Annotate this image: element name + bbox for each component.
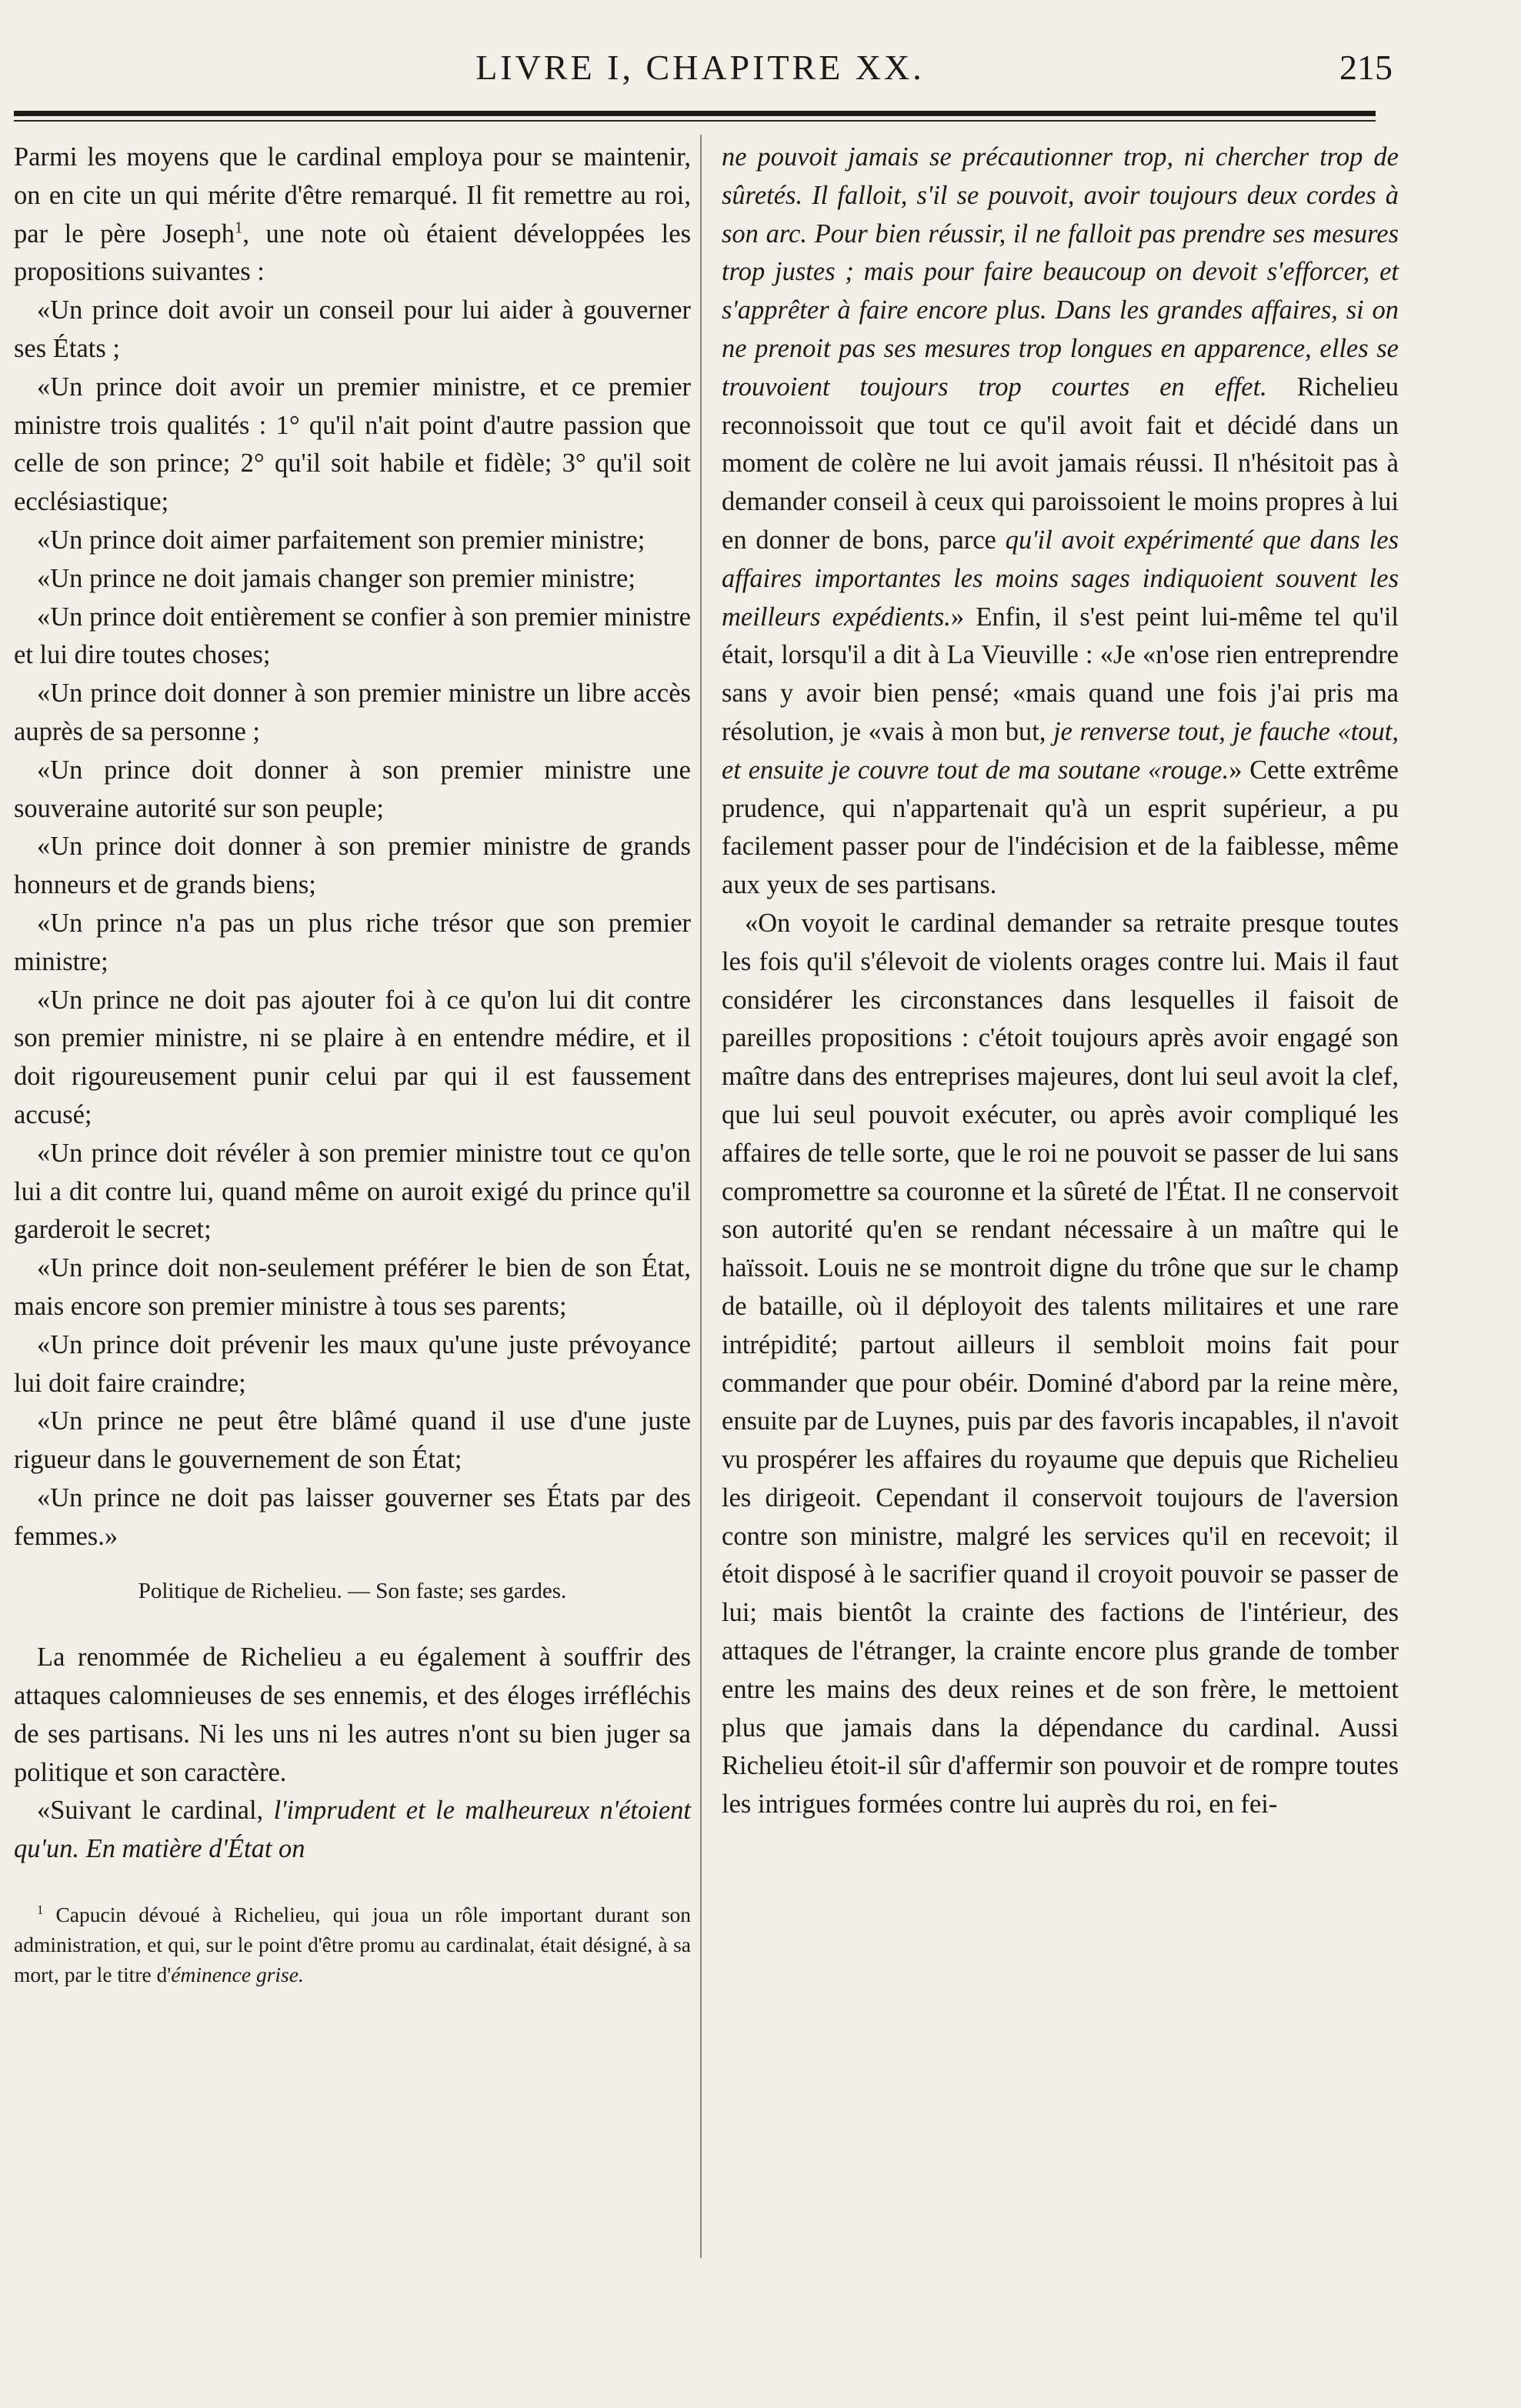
footnote-text: Capucin dévoué à Richelieu, qui joua un rôle important durant son administration, et qui, sur le point d'être promu au cardinalat, était désigné, à sa mort, par le titre d' [14,1903,692,1987]
footnote-mark: 1 [37,1902,44,1917]
paragraph-suivant [14,1792,691,1869]
left-column [14,138,691,1989]
suivant-roman: «Suivant le cardinal, [37,1796,264,1826]
maxim-9: «Un prince n'a pas un plus riche trésor que son premier ministre; [14,908,691,976]
quote-italic-a: ne pouvoit jamais se précautionner trop, ni chercher trop de sûretés. Il falloit, s'il se pouvoit, avoir toujours deux cordes à son arc. Pour bien réussir, il ne falloit pas prendre ses mesures trop justes ; mais pour faire beaucoup on devoit s'efforcer, et s'apprêter à faire encore plus. Dans les grandes affaires, si on ne prenoit pas ses mesures trop longues en apparence, elles se trouvoient toujours trop courtes en effet. [722,142,1399,402]
right-paragraph-1 [722,138,1399,905]
page-number: 215 [1339,48,1393,87]
header-rule-thick [14,111,1376,116]
column-divider [700,135,702,2258]
maxim-6: «Un prince doit donner à son premier ministre un libre accès auprès de sa personne ; [14,679,691,746]
maxim-12: «Un prince doit non-seulement préférer le bien de son État, mais encore son premier ministre à tous ses parents; [14,1253,691,1321]
running-title: LIVRE I, CHAPITRE XX. [475,48,925,87]
footnote [14,1899,691,1989]
maxim-5: «Un prince doit entièrement se confier à son premier ministre et lui dire toutes choses; [14,602,691,670]
section-subheading: Politique de Richelieu. — Son faste; ses gardes. [138,1579,567,1604]
maxim-8: «Un prince doit donner à son premier ministre de grands honneurs et de grands biens; [14,832,691,900]
footnote-italic: éminence grise. [171,1963,304,1987]
suivant-italic: l'imprudent et le malheureux n'étoient qu'un. En matière d'État on [14,1796,691,1864]
footnote-ref: 1 [235,219,243,237]
right-paragraph-2: «On voyoit le cardinal demander sa retraite presque toutes les fois qu'il s'élevoit de violents orages contre lui. Mais il faut considérer les circonstances dans lesquelles il faisoit de pareilles propositions : c'étoit toujours après avoir engagé son maître dans des entreprises majeures, dont lui seul avoit la clef, que lui seul pouvoit exécuter, ou après avoir compliqué les affaires de telle sorte, que le roi ne pouvoit se passer de lui sans compromettre sa couronne et la sûreté de l'État. Il ne conservoit son autorité qu'en se rendant nécessaire à un maître qui le haïssoit. Louis ne se montroit digne du trône que sur le champ de bataille, où il déployoit des talents militaires et une rare intrépidité; partout ailleurs il sembloit moins fait pour commander que pour obéir. Dominé d'abord par la reine mère, ensuite par de Luynes, puis par des favoris incapables, il n'avoit vu prospérer les affaires du royaume que depuis que Richelieu les dirigeoit. Cependant il conservoit toujours de l'aversion contre son ministre, malgré les services qu'il en recevoit; il étoit disposé à le sacrifier quand il croyoit pouvoir se passer de lui; mais bientôt la crainte des factions de l'intérieur, des attaques de l'étranger, la crainte encore plus grande de tomber entre les mains des deux reines et de son frère, le mettoient plus que jamais dans la dépendance du cardinal. Aussi Richelieu étoit-il sûr d'affermir son pouvoir et de rompre toutes les intrigues formées contre lui auprès du roi, en fei- [722,908,1399,1819]
page-header [0,45,1521,98]
maxim-4: «Un prince ne doit jamais changer son premier ministre; [37,563,635,593]
maxim-11: «Un prince doit révéler à son premier ministre tout ce qu'on lui a dit contre lui, quand même on auroit exigé du prince qu'il garderoit le secret; [14,1138,691,1245]
quote-italic-c: je renverse tout, je fauche «tout, et ensuite je couvre tout de ma soutane «rouge. [722,716,1399,785]
paragraph-renommee: La renommée de Richelieu a eu également à souffrir des attaques calomnieuses de ses ennemis, et des éloges irréfléchis de ses partisans. Ni les uns ni les autres n'ont su bien juger sa politique et son caractère. [14,1643,691,1787]
maxim-7: «Un prince doit donner à son premier ministre une souveraine autorité sur son peuple; [14,755,691,823]
intro-paragraph [14,138,691,292]
maxim-2: «Un prince doit avoir un premier ministre, et ce premier ministre trois qualités : 1° qu'il n'ait point d'autre passion que celle de son prince; 2° qu'il soit habile et fidèle; 3° qu'il soit ecclésiastique; [14,372,691,517]
header-rule-thin [14,120,1376,122]
intro-text-b: , une note où étaient développées les propositions suivantes : [14,218,691,287]
quote-italic-b: qu'il avoit expérimenté que dans les affaires importantes les moins sages indiquoient souvent les meilleurs expédients. [722,525,1399,632]
maxim-14: «Un prince ne peut être blâmé quand il use d'une juste rigueur dans le gouvernement de son État; [14,1406,691,1475]
text-roman-b: » Enfin, il s'est peint lui-même tel qu'il était, lorsqu'il a dit à La Vieuville : «Je «n'ose rien entreprendre sans y avoir bien pensé; «mais quand une fois j'ai pris ma résolution, je «vais à mon but, [722,602,1399,746]
right-column [722,138,1399,1824]
maxim-15: «Un prince ne doit pas laisser gouverner ses États par des femmes.» [14,1482,691,1551]
maxim-13: «Un prince doit prévenir les maux qu'une juste prévoyance lui doit faire craindre; [14,1329,691,1398]
maxim-10: «Un prince ne doit pas ajouter foi à ce qu'on lui dit contre son premier ministre, ni se plaire à en entendre médire, et il doit rigoureusement punir celui par qui il est faussement accusé; [14,985,691,1129]
intro-text-a: Parmi les moyens que le cardinal employa pour se maintenir, on en cite un qui mérite d'être remarqué. Il fit remettre au roi, par le père Joseph [14,142,691,248]
text-roman-a: Richelieu reconnoissoit que tout ce qu'il avoit fait et décidé dans un moment de colère ne lui avoit jamais réussi. Il n'hésitoit pas à demander conseil à ceux qui paroissoient le moins propres à lui en donner de bons, parce [722,372,1399,555]
text-roman-c: » Cette extrême prudence, qui n'appartenait qu'à un esprit supérieur, a pu facilement passer pour de l'indécision et de la faiblesse, même aux yeux de ses partisans. [722,755,1399,900]
maxim-3: «Un prince doit aimer parfaitement son premier ministre; [37,525,645,555]
maxim-1: «Un prince doit avoir un conseil pour lui aider à gouverner ses États ; [14,295,691,363]
